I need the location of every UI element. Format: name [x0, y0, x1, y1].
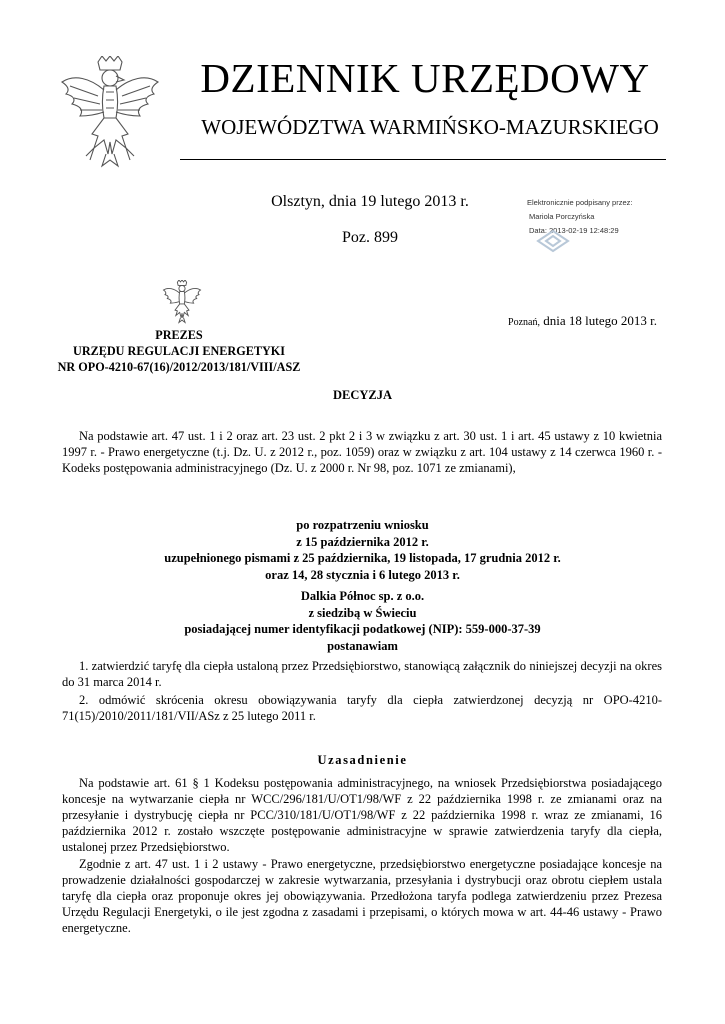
polish-eagle-emblem-icon — [58, 56, 162, 170]
company-block — [0, 588, 725, 654]
gazette-title: DZIENNIK URZĘDOWY — [200, 55, 650, 101]
justification-paragraph-2: Zgodnie z art. 47 ust. 1 i 2 ustawy - Prawo energetyczne, przedsiębiorstwo energetyczne posiadające koncesje na prowadzenie działalności gospodarczej w zakresie wytwarzania, przesyłania i dystrybucji oraz obrotu ciepłem ustala taryfę dla ciepła oraz proponuje okres jej obowiązywania. Przedłożona taryfa podlega zatwierdzeniu przez Prezesa Urzędu Regulacji Energetyki, o ile jest zgodna z zasadami i przepisami, o których mowa w art. 44-46 ustawy - Prawo energetyczne. — [62, 857, 662, 935]
issue-place-date — [497, 313, 657, 329]
gazette-subtitle: WOJEWÓDZTWA WARMIŃSKO-MAZURSKIEGO — [201, 115, 659, 139]
issue-city: Poznań, — [508, 317, 540, 328]
authority-line-3: NR OPO-4210-67(16)/2012/2013/181/VIII/ASZ — [57, 360, 301, 374]
signature-stamp-icon — [536, 229, 570, 253]
company-nip: posiadającej numer identyfikacji podatkowej (NIP): 559-000-37-39 — [184, 622, 541, 636]
publication-position: Poz. 899 — [342, 229, 398, 246]
esig-date: Data: 2013-02-19 12:48:29 — [529, 226, 619, 235]
decision-point-1: 1. zatwierdzić taryfę dla ciepła ustaloną przez Przedsiębiorstwo, stanowiącą załącznik do niniejszej decyzji na okres do 31 marca 2014 r. — [62, 659, 662, 689]
review-line: po rozpatrzeniu wniosku — [296, 518, 429, 532]
review-line: oraz 14, 28 stycznia i 6 lutego 2013 r. — [265, 567, 460, 582]
masthead-divider — [180, 159, 666, 160]
review-block — [0, 517, 725, 583]
esig-label: Elektronicznie podpisany przez: — [527, 198, 633, 207]
decision-heading: DECYZJA — [332, 388, 393, 402]
ruling-word: postanawiam — [327, 638, 398, 653]
review-line: uzupełnionego pismami z 25 października, 19 listopada, 17 grudnia 2012 r. — [164, 551, 561, 565]
issue-date: dnia 18 lutego 2013 r. — [543, 313, 657, 328]
company-name: Dalkia Północ sp. z o.o. — [300, 589, 425, 603]
justification-heading: Uzasadnienie — [317, 753, 408, 767]
issuing-authority — [50, 327, 308, 375]
small-eagle-emblem-icon — [161, 280, 203, 324]
publication-place-date: Olsztyn, dnia 19 lutego 2013 r. — [271, 193, 469, 210]
company-seat: z siedzibą w Świeciu — [308, 605, 417, 620]
authority-line-2: URZĘDU REGULACJI ENERGETYKI — [73, 344, 285, 358]
review-line: z 15 października 2012 r. — [296, 534, 429, 549]
esig-signer: Mariola Porczyńska — [529, 212, 595, 221]
decision-point-2: 2. odmówić skrócenia okresu obowiązywania taryfy dla ciepła zatwierdzonej decyzją nr OPO-4210-71(15)/2010/2011/181/VII/ASz z 25 lutego 2011 r. — [62, 693, 662, 723]
justification-paragraph-1: Na podstawie art. 61 § 1 Kodeksu postępowania administracyjnego, na wniosek Przedsiębiorstwa posiadającego koncesje na wytwarzanie ciepła nr WCC/296/181/U/OT1/98/WF z 22 października 1998 r. ze zmianami oraz na przesyłanie i dystrybucję ciepła nr PCC/310/181/U/OT1/98/WF z 22 października 1998 r. wraz ze zmianami, 16 października 2012 r. zostało wszczęte postępowanie administracyjne w sprawie zatwierdzenia taryfy dla ciepła, ustalonej przez Przedsiębiorstwo. — [62, 776, 662, 854]
legal-basis-paragraph: Na podstawie art. 47 ust. 1 i 2 oraz art. 23 ust. 2 pkt 2 i 3 w związku z art. 30 ust. 1 i art. 45 ustawy z 10 kwietnia 1997 r. - Prawo energetyczne (t.j. Dz. U. z 2012 r., poz. 1059) oraz w związku z art. 104 ustawy z 14 czerwca 1960 r. - Kodeks postępowania administracyjnego (Dz. U. z 2000 r. Nr 98, poz. 1071 ze zmianami), — [62, 429, 662, 475]
authority-line-1: PREZES — [155, 328, 203, 342]
